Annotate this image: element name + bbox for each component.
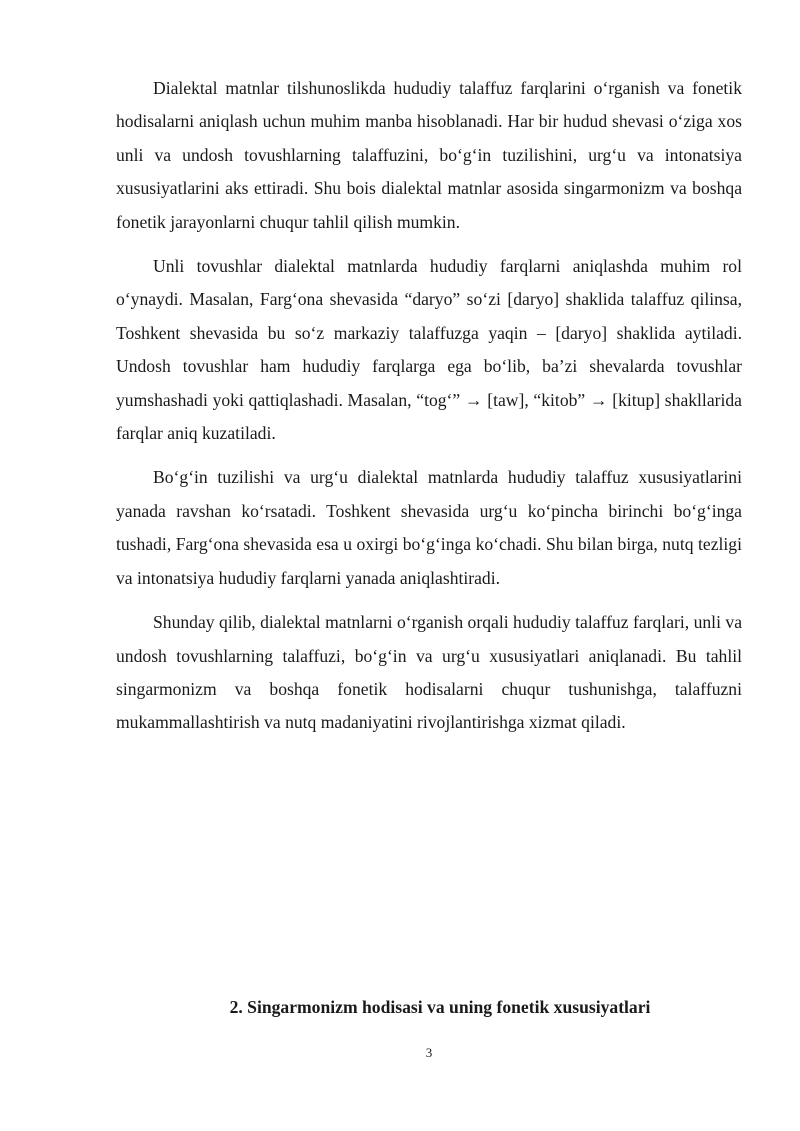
body-text [116,72,742,751]
section-heading: 2. Singarmonizm hodisasi va uning fonetik xususiyatlari [229,997,651,1017]
paragraph-1: Dialektal matnlar tilshunoslikda hududiy talaffuz farqlarini o‘rganish va fonetik hodisalarni aniqlash uchun muhim manba hisoblanadi. Har bir hudud shevasi o‘ziga xos unli va undosh tovushlarning talaffuzini, bo‘g‘in tuzilishini, urg‘u va intonatsiya xususiyatlarini aks ettiradi. Shu bois dialektal matnlar asosida singarmonizm va boshqa fonetik jarayonlarni chuqur tahlil qilish mumkin. [116,78,742,232]
paragraph-4: Shunday qilib, dialektal matnlarni o‘rganish orqali hududiy talaffuz farqlari, unli va undosh tovushlarning talaffuzi, bo‘g‘in va urg‘u xususiyatlari aniqlanadi. Bu tahlil singarmonizm va boshqa fonetik hodisalarni chuqur tushunishga, talaffuzni mukammallashtirish va nutq madaniyatini rivojlantirishga xizmat qiladi. [116,612,742,733]
paragraph-3: Bo‘g‘in tuzilishi va urg‘u dialektal matnlarda hududiy talaffuz xususiyatlarini yanada ravshan ko‘rsatadi. Toshkent shevasida urg‘u ko‘pincha birinchi bo‘g‘inga tushadi, Farg‘ona shevasida esa u oxirgi bo‘g‘inga ko‘chadi. Shu bilan birga, nutq tezligi va intonatsiya hududiy farqlarni yanada aniqlashtiradi. [116,467,742,588]
paragraph-2: Unli tovushlar dialektal matnlarda hududiy farqlarni aniqlashda muhim rol o‘ynaydi. Masalan, Farg‘ona shevasida “daryo” so‘zi [daryo] shaklida talaffuz qilinsa, Toshkent shevasida bu so‘z markaziy talaffuzga yaqin – [daryo] shaklida aytiladi. Undosh tovushlar ham hududiy farqlarga ega bo‘lib, ba’zi shevalarda tovushlar yumshashadi yoki qattiqlashadi. Masalan, “tog‘” → [taw], “kitob” → [kitup] shakllarida farqlar aniq kuzatiladi. [116,256,742,444]
page-number: 3 [425,1045,433,1060]
